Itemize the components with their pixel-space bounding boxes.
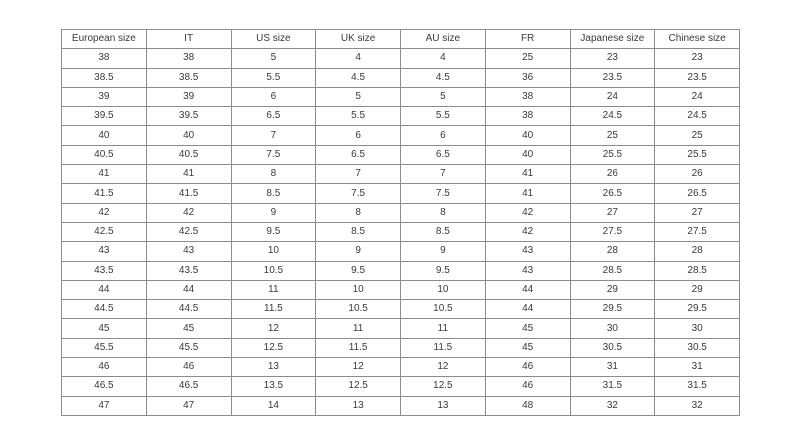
- table-cell: 40: [485, 126, 570, 145]
- table-cell: 12: [231, 319, 316, 338]
- table-cell: 41: [62, 165, 147, 184]
- table-cell: 11.5: [401, 338, 486, 357]
- table-cell: 6.5: [231, 107, 316, 126]
- table-row: [62, 222, 740, 241]
- table-cell: 13: [316, 396, 401, 415]
- table-cell: 6: [401, 126, 486, 145]
- table-cell: 27: [655, 203, 740, 222]
- table-row: [62, 300, 740, 319]
- table-row: [62, 319, 740, 338]
- table-cell: 13: [231, 358, 316, 377]
- table-row: [62, 280, 740, 299]
- table-cell: 10: [401, 280, 486, 299]
- table-row: [62, 338, 740, 357]
- table-cell: 7.5: [401, 184, 486, 203]
- column-header: US size: [231, 30, 316, 49]
- table-cell: 23: [570, 49, 655, 68]
- table-cell: 12.5: [231, 338, 316, 357]
- table-cell: 44: [146, 280, 231, 299]
- table-cell: 5.5: [401, 107, 486, 126]
- column-header: Japanese size: [570, 30, 655, 49]
- table-cell: 42: [485, 203, 570, 222]
- column-header: AU size: [401, 30, 486, 49]
- table-cell: 5.5: [316, 107, 401, 126]
- table-cell: 13: [401, 396, 486, 415]
- table-cell: 26.5: [655, 184, 740, 203]
- table-cell: 28: [570, 242, 655, 261]
- table-cell: 38: [485, 107, 570, 126]
- table-cell: 41.5: [146, 184, 231, 203]
- table-cell: 8: [231, 165, 316, 184]
- table-row: [62, 49, 740, 68]
- table-cell: 8.5: [316, 222, 401, 241]
- table-cell: 24: [655, 87, 740, 106]
- table-cell: 40: [62, 126, 147, 145]
- table-cell: 31: [570, 358, 655, 377]
- column-header: Chinese size: [655, 30, 740, 49]
- table-row: [62, 377, 740, 396]
- table-cell: 43: [485, 242, 570, 261]
- table-cell: 25: [655, 126, 740, 145]
- table-row: [62, 107, 740, 126]
- table-cell: 47: [146, 396, 231, 415]
- table-cell: 31: [655, 358, 740, 377]
- table-cell: 24.5: [655, 107, 740, 126]
- table-cell: 31.5: [655, 377, 740, 396]
- table-cell: 4: [316, 49, 401, 68]
- table-header: [62, 30, 740, 49]
- table-cell: 5: [231, 49, 316, 68]
- table-cell: 11: [401, 319, 486, 338]
- table-cell: 32: [655, 396, 740, 415]
- column-header: FR: [485, 30, 570, 49]
- table-cell: 25.5: [655, 145, 740, 164]
- column-header: UK size: [316, 30, 401, 49]
- table-cell: 39.5: [146, 107, 231, 126]
- table-row: [62, 396, 740, 415]
- table-cell: 11: [231, 280, 316, 299]
- table-cell: 25: [570, 126, 655, 145]
- table-cell: 39: [62, 87, 147, 106]
- table-row: [62, 261, 740, 280]
- table-cell: 7.5: [231, 145, 316, 164]
- table-cell: 41: [485, 165, 570, 184]
- table-cell: 30: [570, 319, 655, 338]
- table-cell: 11.5: [316, 338, 401, 357]
- table-cell: 44: [485, 280, 570, 299]
- table-cell: 26.5: [570, 184, 655, 203]
- table-cell: 8: [401, 203, 486, 222]
- column-header: European size: [62, 30, 147, 49]
- table-cell: 44.5: [146, 300, 231, 319]
- table-cell: 38.5: [62, 68, 147, 87]
- table-cell: 24: [570, 87, 655, 106]
- table-cell: 29: [655, 280, 740, 299]
- table-cell: 14: [231, 396, 316, 415]
- table-cell: 31.5: [570, 377, 655, 396]
- table-cell: 23.5: [655, 68, 740, 87]
- table-cell: 5: [401, 87, 486, 106]
- table-cell: 29: [570, 280, 655, 299]
- table-cell: 44: [62, 280, 147, 299]
- table-cell: 30.5: [655, 338, 740, 357]
- table-cell: 41: [146, 165, 231, 184]
- table-cell: 45.5: [146, 338, 231, 357]
- table-cell: 46: [485, 377, 570, 396]
- table-cell: 9: [316, 242, 401, 261]
- table-cell: 10.5: [401, 300, 486, 319]
- table-cell: 46: [146, 358, 231, 377]
- table-cell: 46.5: [62, 377, 147, 396]
- table-cell: 8.5: [231, 184, 316, 203]
- shoe-size-conversion-table: [61, 29, 740, 416]
- table-cell: 43: [146, 242, 231, 261]
- table-cell: 38.5: [146, 68, 231, 87]
- table-cell: 38: [146, 49, 231, 68]
- table-cell: 28.5: [655, 261, 740, 280]
- table-cell: 26: [570, 165, 655, 184]
- table-row: [62, 145, 740, 164]
- table-cell: 43: [62, 242, 147, 261]
- table-cell: 47: [62, 396, 147, 415]
- table-cell: 25.5: [570, 145, 655, 164]
- table-cell: 46.5: [146, 377, 231, 396]
- table-cell: 4.5: [316, 68, 401, 87]
- table-cell: 48: [485, 396, 570, 415]
- table-row: [62, 242, 740, 261]
- table-cell: 41: [485, 184, 570, 203]
- table-row: [62, 68, 740, 87]
- table-cell: 28: [655, 242, 740, 261]
- table-cell: 7: [401, 165, 486, 184]
- table-row: [62, 203, 740, 222]
- table-cell: 42: [146, 203, 231, 222]
- table-cell: 7: [231, 126, 316, 145]
- table-cell: 45: [146, 319, 231, 338]
- table-cell: 44: [485, 300, 570, 319]
- table-cell: 10.5: [231, 261, 316, 280]
- table-cell: 6: [316, 126, 401, 145]
- table-cell: 42: [485, 222, 570, 241]
- table-cell: 12.5: [316, 377, 401, 396]
- table-cell: 39.5: [62, 107, 147, 126]
- table-cell: 29.5: [655, 300, 740, 319]
- table-cell: 42.5: [146, 222, 231, 241]
- table-cell: 45.5: [62, 338, 147, 357]
- table-cell: 5.5: [231, 68, 316, 87]
- table-cell: 6.5: [316, 145, 401, 164]
- table-header-row: [62, 30, 740, 49]
- table-cell: 27: [570, 203, 655, 222]
- table-cell: 12.5: [401, 377, 486, 396]
- table-cell: 11: [316, 319, 401, 338]
- table-cell: 8: [316, 203, 401, 222]
- table-cell: 44.5: [62, 300, 147, 319]
- table-cell: 10: [231, 242, 316, 261]
- table-cell: 46: [485, 358, 570, 377]
- table-cell: 40.5: [62, 145, 147, 164]
- table-cell: 10.5: [316, 300, 401, 319]
- table-cell: 4: [401, 49, 486, 68]
- column-header: IT: [146, 30, 231, 49]
- table-cell: 7.5: [316, 184, 401, 203]
- table-row: [62, 358, 740, 377]
- table-cell: 13.5: [231, 377, 316, 396]
- table-row: [62, 126, 740, 145]
- table-cell: 40.5: [146, 145, 231, 164]
- table-cell: 6: [231, 87, 316, 106]
- table-cell: 29.5: [570, 300, 655, 319]
- table-row: [62, 184, 740, 203]
- table-cell: 32: [570, 396, 655, 415]
- table-cell: 24.5: [570, 107, 655, 126]
- table-cell: 36: [485, 68, 570, 87]
- table-cell: 42.5: [62, 222, 147, 241]
- table-cell: 38: [485, 87, 570, 106]
- table-cell: 39: [146, 87, 231, 106]
- table-cell: 45: [485, 338, 570, 357]
- table-cell: 41.5: [62, 184, 147, 203]
- table-cell: 9: [231, 203, 316, 222]
- table-cell: 23: [655, 49, 740, 68]
- table-cell: 25: [485, 49, 570, 68]
- table-cell: 12: [316, 358, 401, 377]
- table-cell: 28.5: [570, 261, 655, 280]
- table-cell: 27.5: [570, 222, 655, 241]
- table-cell: 27.5: [655, 222, 740, 241]
- table-cell: 40: [146, 126, 231, 145]
- table-cell: 43.5: [146, 261, 231, 280]
- table-cell: 10: [316, 280, 401, 299]
- table-cell: 43: [485, 261, 570, 280]
- table-cell: 9.5: [401, 261, 486, 280]
- table-cell: 11.5: [231, 300, 316, 319]
- table-cell: 7: [316, 165, 401, 184]
- table-row: [62, 87, 740, 106]
- table-cell: 4.5: [401, 68, 486, 87]
- table-cell: 8.5: [401, 222, 486, 241]
- table-cell: 9: [401, 242, 486, 261]
- table-cell: 5: [316, 87, 401, 106]
- table-cell: 9.5: [231, 222, 316, 241]
- table-row: [62, 165, 740, 184]
- table-cell: 9.5: [316, 261, 401, 280]
- table-cell: 45: [485, 319, 570, 338]
- table-cell: 26: [655, 165, 740, 184]
- table-cell: 46: [62, 358, 147, 377]
- table-cell: 30: [655, 319, 740, 338]
- table-cell: 40: [485, 145, 570, 164]
- table-cell: 38: [62, 49, 147, 68]
- table-cell: 30.5: [570, 338, 655, 357]
- table-cell: 6.5: [401, 145, 486, 164]
- table-cell: 12: [401, 358, 486, 377]
- table-cell: 23.5: [570, 68, 655, 87]
- table-body: [62, 49, 740, 416]
- table-cell: 43.5: [62, 261, 147, 280]
- table-cell: 45: [62, 319, 147, 338]
- table-cell: 42: [62, 203, 147, 222]
